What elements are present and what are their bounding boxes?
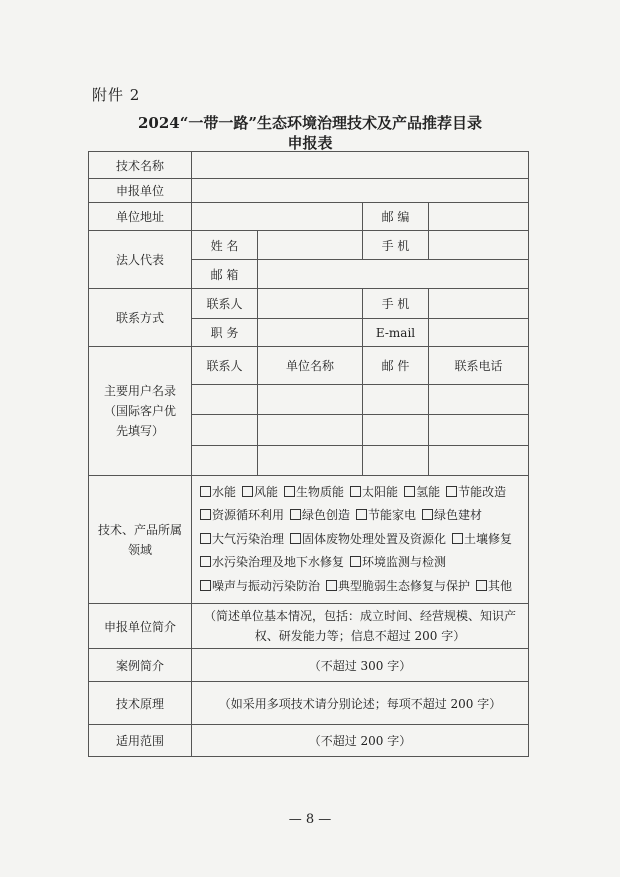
- domain-checkbox-label: 典型脆弱生态修复与保护: [338, 578, 471, 593]
- domain-checkbox-label: 土壤修复: [464, 531, 513, 546]
- legal-rep-label: 法人代表: [89, 231, 192, 289]
- domain-checkbox-row: [200, 551, 520, 574]
- page-number: — 8 —: [288, 812, 332, 827]
- contact-email-field[interactable]: [429, 319, 529, 347]
- rep-mobile-label: 手 机: [363, 231, 429, 260]
- rep-mobile-field[interactable]: [429, 231, 529, 260]
- main-users-label: [89, 347, 192, 476]
- domain-checkbox-label: 固体废物处理处置及资源化: [302, 531, 447, 546]
- domain-checkbox-label: 节能改造: [458, 485, 507, 500]
- contact-label: 联系方式: [89, 289, 192, 347]
- domain-checkbox-group: [192, 476, 529, 604]
- domain-checkbox-label: 氢能: [416, 485, 441, 500]
- domain-checkbox-label: 绿色创造: [302, 508, 351, 523]
- postcode-label: 邮 编: [363, 203, 429, 231]
- checkbox-icon[interactable]: [200, 556, 211, 567]
- users-col-org: 单位名称: [258, 347, 363, 385]
- principle-label: 技术原理: [89, 682, 192, 725]
- main-users-label-line1: 主要用户名录: [103, 384, 176, 398]
- user-contact-field[interactable]: [192, 415, 258, 446]
- postcode-field[interactable]: [429, 203, 529, 231]
- users-col-phone: 联系电话: [429, 347, 529, 385]
- domain-checkbox-row: [200, 575, 520, 598]
- domain-checkbox-label: 水能: [212, 485, 237, 500]
- row-scope: [89, 725, 529, 757]
- domain-checkbox-option[interactable]: [356, 508, 416, 522]
- domain-checkbox-option[interactable]: [200, 485, 236, 499]
- application-form: [88, 151, 529, 757]
- domain-checkbox-label: 绿色建材: [434, 508, 483, 523]
- user-org-field[interactable]: [258, 385, 363, 415]
- contact-mobile-field[interactable]: [429, 289, 529, 319]
- rep-name-field[interactable]: [258, 231, 363, 260]
- checkbox-icon[interactable]: [326, 580, 337, 591]
- user-email-field[interactable]: [363, 415, 429, 446]
- domain-checkbox-option[interactable]: [290, 508, 350, 522]
- domain-checkbox-option[interactable]: [422, 508, 482, 522]
- domain-checkbox-option[interactable]: [350, 485, 398, 499]
- domain-checkbox-label: 太阳能: [362, 485, 399, 500]
- checkbox-icon[interactable]: [422, 509, 433, 520]
- rep-name-label: 姓 名: [192, 231, 258, 260]
- intro-hint-line2: 权、研发能力等；信息不超过 200 字）: [254, 629, 466, 643]
- domain-checkbox-option[interactable]: [200, 555, 344, 569]
- domain-checkbox-label: 水污染治理及地下水修复: [212, 555, 345, 570]
- attachment-label: 附件 2: [92, 86, 141, 104]
- intro-label: 申报单位简介: [89, 604, 192, 649]
- row-intro: [89, 604, 529, 649]
- users-col-contact: 联系人: [192, 347, 258, 385]
- domain-label-line2: 领域: [127, 542, 152, 557]
- row-applicant: [89, 179, 529, 203]
- checkbox-icon[interactable]: [452, 533, 463, 544]
- domain-checkbox-label: 风能: [254, 485, 279, 500]
- domain-checkbox-row: [200, 528, 520, 551]
- principle-field[interactable]: （如采用多项技术请分别论述；每项不超过 200 字）: [192, 682, 529, 725]
- users-col-email: 邮 件: [363, 347, 429, 385]
- user-phone-field[interactable]: [429, 385, 529, 415]
- domain-checkbox-option[interactable]: [446, 485, 506, 499]
- domain-checkbox-option[interactable]: [452, 532, 512, 546]
- address-label: 单位地址: [89, 203, 192, 231]
- domain-checkbox-label: 其他: [488, 578, 513, 593]
- domain-checkbox-option[interactable]: [200, 508, 284, 522]
- contact-email-label: E-mail: [363, 319, 429, 347]
- case-field[interactable]: （不超过 300 字）: [192, 649, 529, 682]
- tech-name-label: 技术名称: [89, 152, 192, 179]
- applicant-field[interactable]: [192, 179, 529, 203]
- checkbox-icon[interactable]: [290, 509, 301, 520]
- tech-name-field[interactable]: [192, 152, 529, 179]
- form-title: 2024“一带一路”生态环境治理技术及产品推荐目录: [137, 114, 482, 132]
- domain-checkbox-option[interactable]: [200, 579, 320, 593]
- checkbox-icon[interactable]: [200, 509, 211, 520]
- row-domains: [89, 476, 529, 604]
- intro-field[interactable]: [192, 604, 529, 649]
- applicant-label: 申报单位: [89, 179, 192, 203]
- address-field[interactable]: [192, 203, 363, 231]
- position-field[interactable]: [258, 319, 363, 347]
- domain-checkbox-option[interactable]: [350, 555, 446, 569]
- domain-checkbox-label: 节能家电: [368, 508, 417, 523]
- contact-person-field[interactable]: [258, 289, 363, 319]
- user-contact-field[interactable]: [192, 385, 258, 415]
- user-org-field[interactable]: [258, 446, 363, 476]
- case-label: 案例简介: [89, 649, 192, 682]
- domain-checkbox-option[interactable]: [326, 579, 470, 593]
- user-phone-field[interactable]: [429, 415, 529, 446]
- checkbox-icon[interactable]: [356, 509, 367, 520]
- domain-checkbox-option[interactable]: [200, 532, 284, 546]
- checkbox-icon[interactable]: [200, 533, 211, 544]
- domain-checkbox-option[interactable]: [404, 485, 440, 499]
- row-tech-name: [89, 152, 529, 179]
- checkbox-icon[interactable]: [290, 533, 301, 544]
- user-phone-field[interactable]: [429, 446, 529, 476]
- row-users-header: [89, 347, 529, 385]
- domain-checkbox-label: 大气污染治理: [212, 531, 285, 546]
- domain-checkbox-row: [200, 481, 520, 504]
- domain-checkbox-row: [200, 504, 520, 527]
- user-org-field[interactable]: [258, 415, 363, 446]
- contact-person-label: 联系人: [192, 289, 258, 319]
- domain-checkbox-label: 生物质能: [296, 485, 345, 500]
- row-principle: [89, 682, 529, 725]
- row-contact-1: [89, 289, 529, 319]
- scope-label: 适用范围: [89, 725, 192, 757]
- domain-checkbox-label: 环境监测与检测: [362, 555, 447, 570]
- checkbox-icon[interactable]: [200, 486, 211, 497]
- user-email-field[interactable]: [363, 385, 429, 415]
- intro-hint-line1: （简述单位基本情况，包括：成立时间、经营规模、知识产: [203, 609, 516, 623]
- row-case: [89, 649, 529, 682]
- main-users-label-line2: （国际客户优: [103, 404, 176, 418]
- contact-mobile-label: 手 机: [363, 289, 429, 319]
- checkbox-icon[interactable]: [242, 486, 253, 497]
- form-subtitle: 申报表: [287, 134, 333, 152]
- row-legal-rep-1: [89, 231, 529, 260]
- position-label: 职 务: [192, 319, 258, 347]
- scope-field[interactable]: （不超过 200 字）: [192, 725, 529, 757]
- domain-label-line1: 技术、产品所属: [97, 522, 182, 537]
- user-email-field[interactable]: [363, 446, 429, 476]
- domain-checkbox-label: 资源循环利用: [212, 508, 285, 523]
- checkbox-icon[interactable]: [350, 486, 361, 497]
- checkbox-icon[interactable]: [446, 486, 457, 497]
- checkbox-icon[interactable]: [200, 580, 211, 591]
- domain-checkbox-option[interactable]: [290, 532, 446, 546]
- checkbox-icon[interactable]: [476, 580, 487, 591]
- domain-checkbox-option[interactable]: [284, 485, 344, 499]
- rep-email-label: 邮 箱: [192, 260, 258, 289]
- main-users-label-line3: 先填写）: [115, 424, 164, 438]
- domain-checkbox-option[interactable]: [476, 579, 512, 593]
- checkbox-icon[interactable]: [350, 556, 361, 567]
- domain-label: [89, 476, 192, 604]
- checkbox-icon[interactable]: [284, 486, 295, 497]
- row-address: [89, 203, 529, 231]
- user-contact-field[interactable]: [192, 446, 258, 476]
- rep-email-field[interactable]: [258, 260, 529, 289]
- domain-checkbox-label: 噪声与振动污染防治: [212, 578, 321, 593]
- checkbox-icon[interactable]: [404, 486, 415, 497]
- domain-checkbox-option[interactable]: [242, 485, 278, 499]
